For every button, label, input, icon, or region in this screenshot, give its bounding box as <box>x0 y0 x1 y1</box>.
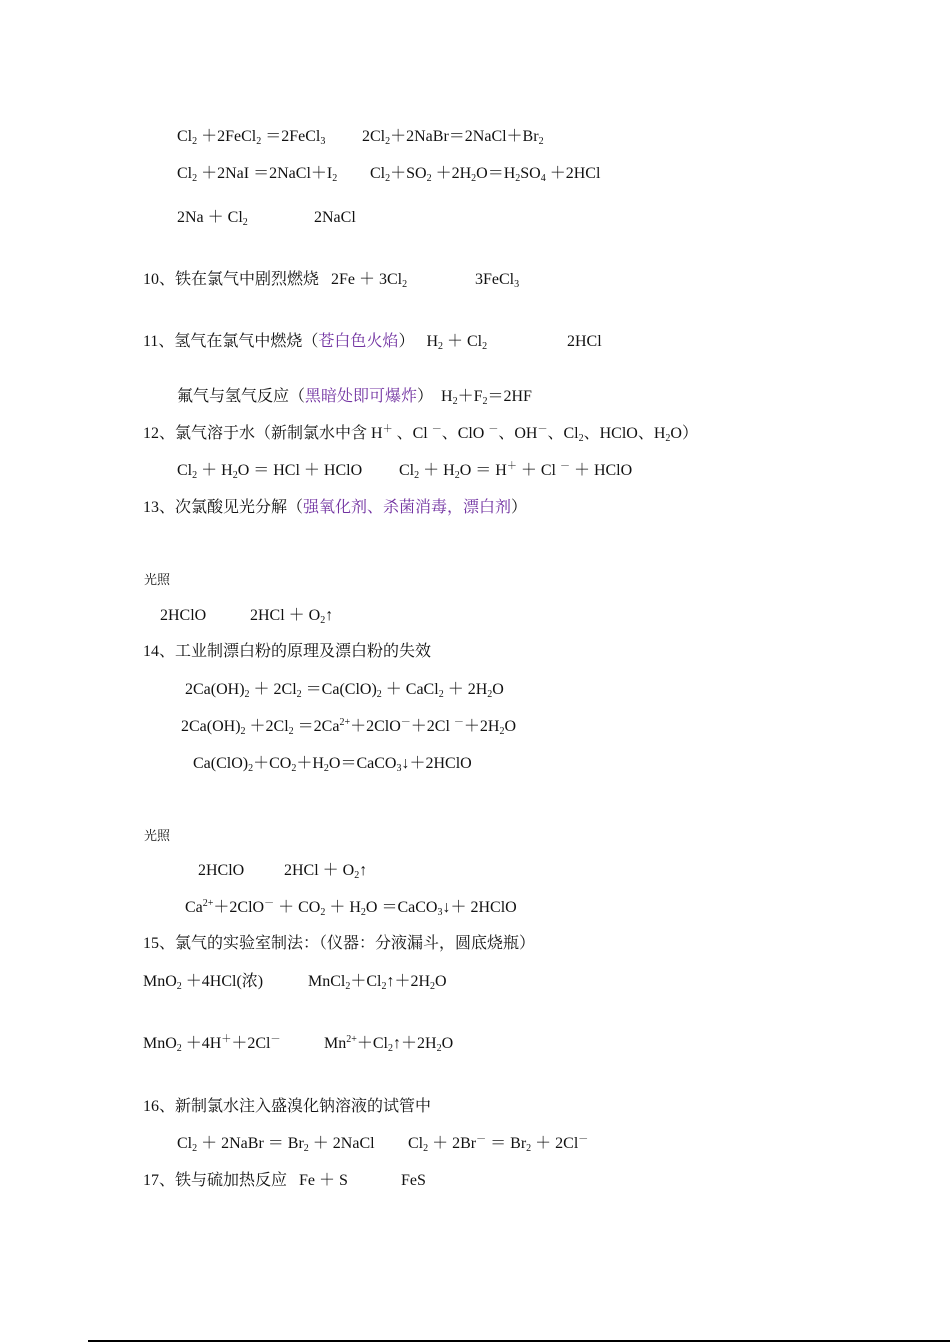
equation-cl2-so2: $Cl_2+SO_2 +2H_2O=H_2SO_4 +2HCl$ <box>370 165 601 184</box>
equation-mno2-reactants: MnO$_2$ ＋4HCl(浓) <box>143 973 264 992</box>
equation-na-cl2-reactants: $2Na + Cl_2$ <box>177 209 248 228</box>
ionic-equation-mno2-products: $Mn^{2+}+Cl_2↑+2H_2O$ <box>324 1034 454 1054</box>
item-16-heading: 16、新制氯水注入盛溴化钠溶液的试管中 <box>143 1098 432 1115</box>
equation-hclo-reactant-2: 2HClO <box>198 862 245 879</box>
equation-bleach-failure: $Ca(ClO)_2+CO_2+H_2O=CaCO_3↓+2HClO$ <box>193 755 472 774</box>
ionic-equation-mno2-reactants: MnO$_2$ ＋4H＋＋2Cl－ <box>143 1034 281 1054</box>
fluorine-hydrogen-line: 氟气与氢气反应（黑暗处即可爆炸） $H_2+F_2=2HF$ <box>177 388 532 407</box>
item-12-heading: 12、氯气溶于水（新制氯水中含 H＋ 、Cl －、ClO －、OH－、$Cl_2$、HClO、$H_2O$） <box>143 424 698 444</box>
equation-na-cl2-products: 2NaCl <box>314 209 356 226</box>
condition-light-label: 光照 <box>144 572 171 587</box>
equation-cl2-nabr: $2Cl_2+2NaBr=2NaCl+Br_2$ <box>362 128 544 147</box>
item-10-products: 3FeCl$_3$ <box>475 271 520 290</box>
item-13-heading: 13、次氯酸见光分解（强氧化剂、杀菌消毒，漂白剂） <box>143 499 528 516</box>
equation-bleach-production: $2Ca(OH)_2 + 2Cl_2 =Ca(ClO)_2$ ＋ CaCl$_2$ ＋ $2H_2O$ <box>185 681 504 700</box>
equation-cl2-fecl2: $Cl_2$ ＋2FeCl$_2$ ＝2FeCl$_3$ <box>177 128 326 147</box>
item-10-heading: 10、铁在氯气中剧烈燃烧 $2Fe + 3Cl_2$ <box>143 271 408 290</box>
item-15-heading: 15、氯气的实验室制法：（仪器：分液漏斗，圆底烧瓶） <box>143 935 536 952</box>
equation-cl2-nai: $Cl_2 +2NaI$ $=2NaCl+I_2$ <box>177 165 338 184</box>
page-bottom-rule <box>88 1340 950 1342</box>
item-14-heading: 14、工业制漂白粉的原理及漂白粉的失效 <box>143 643 432 660</box>
equation-mno2-products: $MnCl_2+Cl_2↑+2H_2O$ <box>308 973 447 992</box>
equation-cl2-nabr-2: $Cl_2$ ＋ 2NaBr ＝ $Br_2$ ＋ 2NaCl <box>177 1135 375 1154</box>
ionic-equation-bleach-failure: $Ca^{2+}+2ClO^- + CO_2 + H_2O$ ＝CaCO$_3$↓＋ 2HClO <box>185 898 517 918</box>
item-17-heading: 17、铁与硫加热反应 Fe ＋ S <box>143 1172 348 1189</box>
item-17-products: FeS <box>401 1172 426 1189</box>
equation-hclo-products: $2HCl + O_2↑$ <box>250 607 334 626</box>
condition-light-label-2: 光照 <box>144 828 171 843</box>
item-11-heading: 11、氢气在氯气中燃烧（苍白色火焰） $H_2 + Cl_2$ <box>143 333 488 352</box>
ionic-equation-cl2-h2o: $Cl_2 + H_2O = H^+ + Cl$ － ＋ HClO <box>399 461 633 481</box>
ionic-equation-cl2-br: $Cl_2 + 2Br^- = Br_2 + 2Cl^-$ <box>408 1134 589 1154</box>
item-11-products: 2HCl <box>567 333 602 350</box>
ionic-equation-bleach-production: $2Ca(OH)_2 +2Cl_2 =2Ca^{2+}+2ClO^-+2Cl$ $^-+2H_2O$ <box>181 717 517 737</box>
equation-hclo-products-2: $2HCl + O_2↑$ <box>284 862 368 881</box>
equation-cl2-h2o: $Cl_2 + H_2O$ ＝ HCl ＋ HClO <box>177 462 363 481</box>
equation-hclo-reactant: 2HClO <box>160 607 207 624</box>
